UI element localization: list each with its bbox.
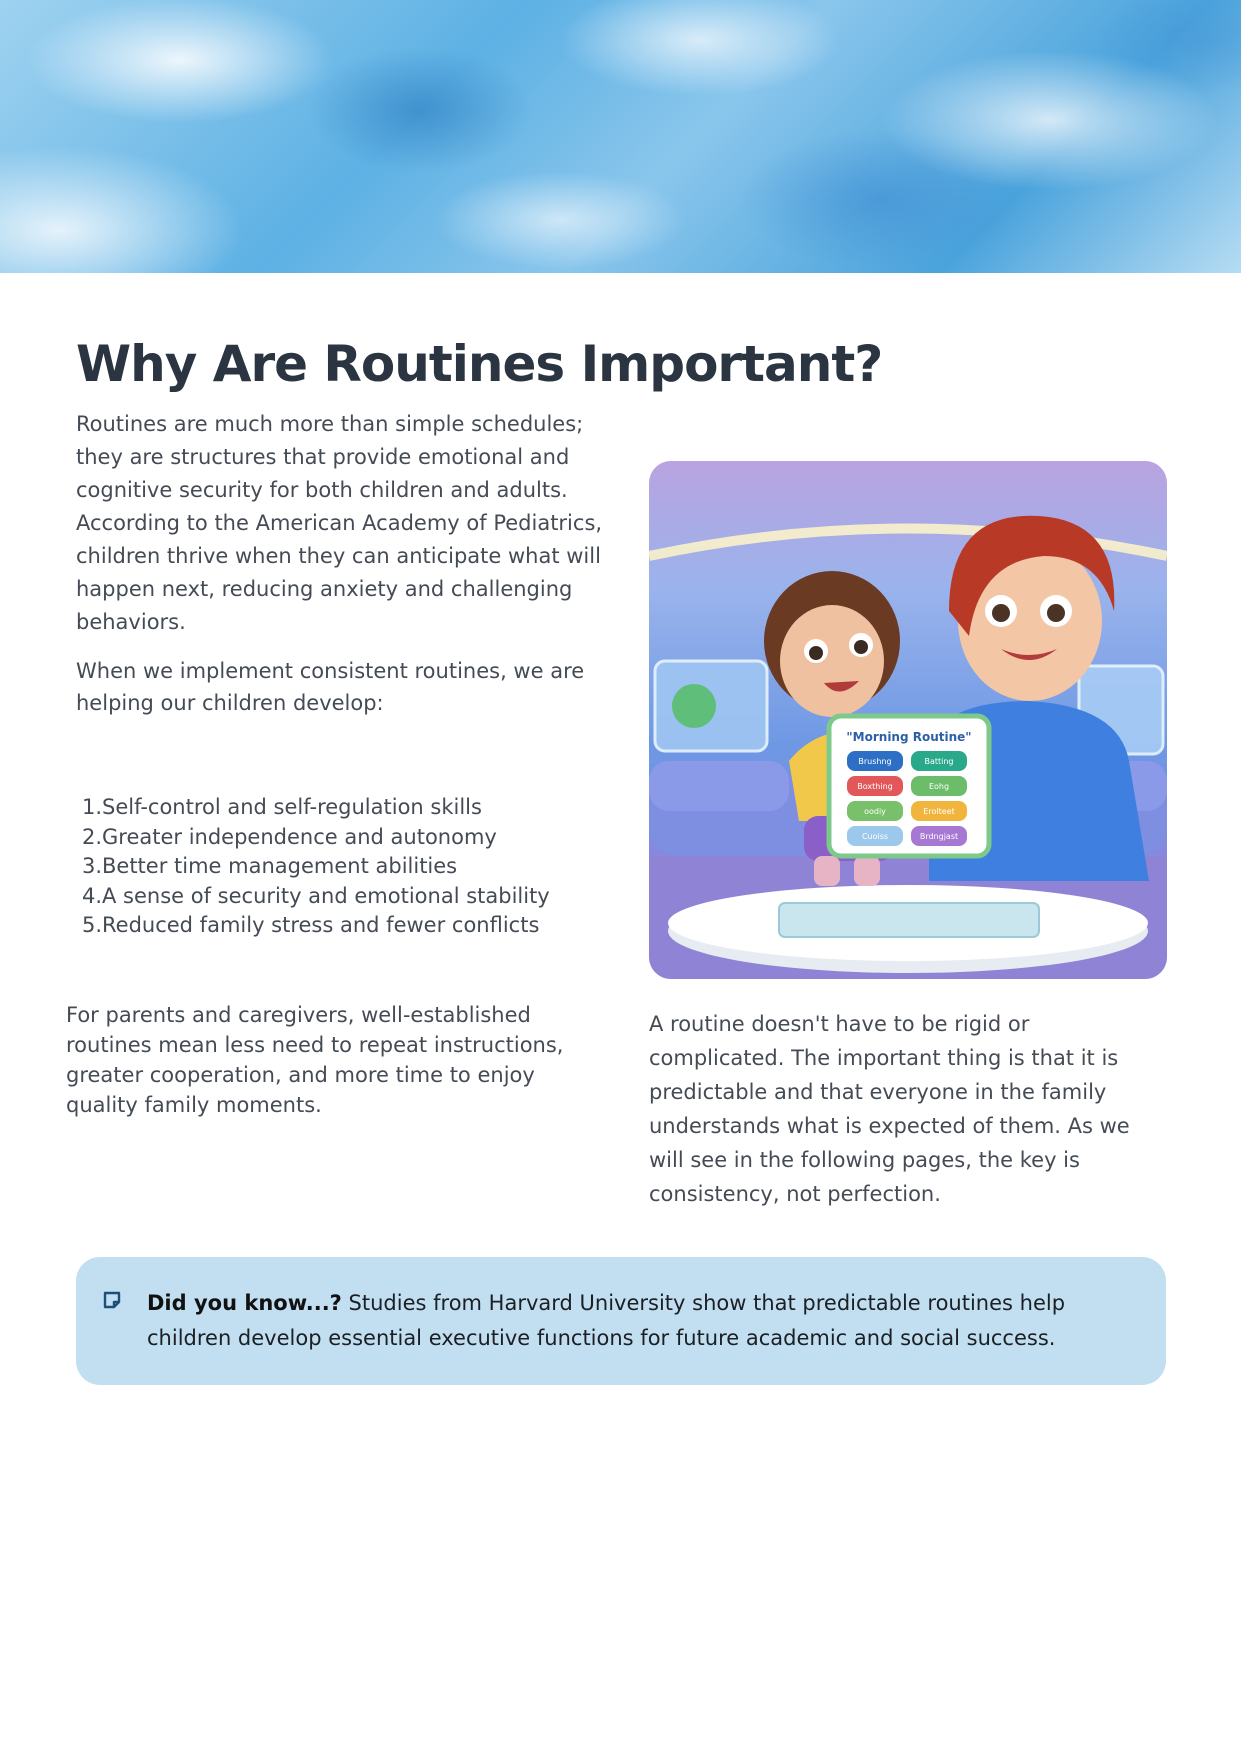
list-item xyxy=(76,882,616,912)
lead-in-paragraph: When we implement consistent routines, we are helping our children develop: xyxy=(76,659,585,715)
list-item-text: Reduced family stress and fewer conflicts xyxy=(102,913,540,938)
list-item xyxy=(76,852,616,882)
list-item xyxy=(76,911,616,941)
routine-board-title: "Morning Routine" xyxy=(846,730,972,744)
header-banner-image xyxy=(0,0,1241,273)
family-routine-illustration xyxy=(649,461,1167,979)
callout-heading: Did you know...? xyxy=(147,1291,342,1315)
routine-flexibility-paragraph: A routine doesn't have to be rigid or complicated. The important thing is that it is predictable and that everyone in the family understands what is expected of them. As we will see in the following pages, the key is consistency, not perfection. xyxy=(649,1012,1130,1206)
list-item-number: 5. xyxy=(81,913,102,938)
list-item-text: Greater independence and autonomy xyxy=(102,824,497,849)
list-item-number: 4. xyxy=(81,883,102,908)
list-item-number: 3. xyxy=(81,854,102,879)
list-item-number: 2. xyxy=(81,824,102,849)
routine-item-label: Brdngjast xyxy=(919,832,959,841)
routine-item-label: Batting xyxy=(924,757,954,766)
list-item xyxy=(76,823,616,853)
page-title: Why Are Routines Important? xyxy=(76,335,883,393)
intro-paragraph: Routines are much more than simple schedules; they are structures that provide emotional and cognitive security for both children and adults. According to the American Academy of Pediatrics, children thrive when they can anticipate what will happen next, reducing anxiety and challenging behaviors. xyxy=(76,412,603,634)
benefits-list xyxy=(76,793,616,941)
did-you-know-callout xyxy=(76,1257,1166,1385)
routine-item-label: Boxthing xyxy=(857,782,893,791)
routine-item-label: Eohg xyxy=(928,782,950,791)
list-item-number: 1. xyxy=(81,795,102,819)
routine-item-label: Cuoiss xyxy=(861,832,889,841)
note-icon xyxy=(102,1290,122,1314)
list-item-text: Self-control and self-regulation skills xyxy=(102,795,482,819)
illustration-scene xyxy=(649,461,1167,979)
callout-body: Studies from Harvard University show that predictable routines help children develop essential executive functions for future academic and social success. xyxy=(147,1291,1066,1350)
callout-text xyxy=(147,1286,1137,1356)
list-item-text: Better time management abilities xyxy=(102,854,458,879)
routine-item-label: Erolteet xyxy=(923,807,955,816)
routine-item-label: oodiy xyxy=(864,807,886,816)
list-item xyxy=(76,793,616,823)
routine-item-label: Brushng xyxy=(858,757,892,766)
parents-paragraph: For parents and caregivers, well-established routines mean less need to repeat instructions, greater cooperation, and more time to enjoy quality family moments. xyxy=(66,1003,564,1117)
list-item-text: A sense of security and emotional stability xyxy=(102,883,550,908)
